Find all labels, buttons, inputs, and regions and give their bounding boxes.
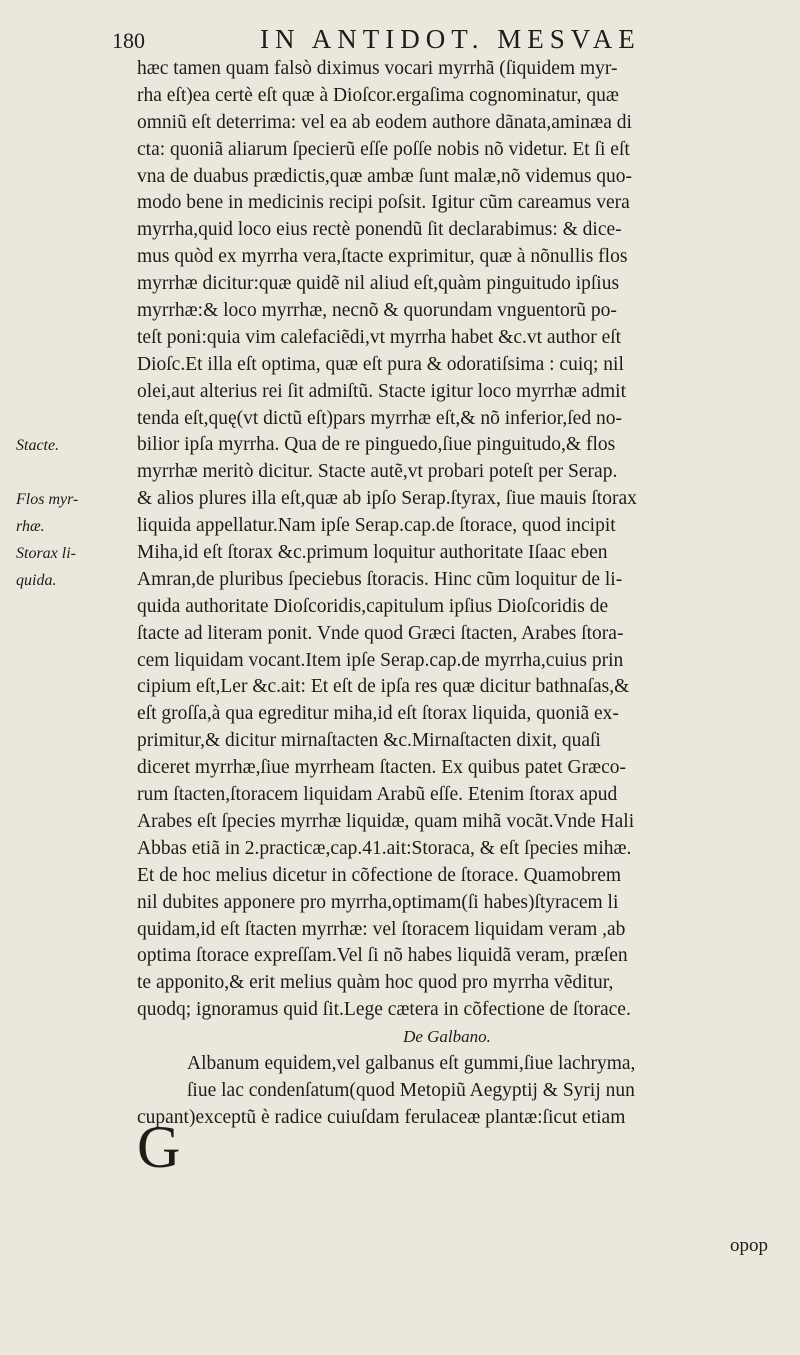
text-line: quodq; ignoramus quid ſit.Lege cætera in cõfectione de ſtorace.	[137, 999, 631, 1021]
text-line: omniũ eſt deterrima: vel ea ab eodem authore dãnata,aminæa di	[137, 111, 632, 133]
text-line: tenda eſt,quę(vt dictũ eſt)pars myrrhæ eſt,& nõ inferior,ſed no-	[137, 407, 622, 429]
drop-capital: G	[137, 1114, 181, 1180]
margin-note-flos-myrrhae-2: rhæ.	[16, 518, 45, 535]
margin-note-storax-liquida-1: Storax li-	[16, 545, 76, 562]
text-line: Albanum equidem,vel galbanus eſt gummi,ſiue lachryma,	[187, 1052, 636, 1074]
text-line: cipium eſt,Ler &c.ait: Et eſt de ipſa res quæ dicitur bathnaſas,&	[137, 676, 630, 698]
text-line: rha eſt)ea certè eſt quæ à Dioſcor.ergaſima cognominatur, quæ	[137, 84, 619, 106]
text-line: mus quòd ex myrrha vera,ſtacte exprimitur, quæ à nõnullis flos	[137, 246, 628, 268]
text-line: optima ſtorace expreſſam.Vel ſi nõ habes liquidã veram, præſen	[137, 945, 628, 967]
text-line: Et de hoc melius dicetur in cõfectione de ſtorace. Quamobrem	[137, 864, 622, 886]
text-line: ſiue lac condenſatum(quod Metopiũ Aegyptij & Syrij nun	[187, 1079, 635, 1101]
running-title: IN ANTIDOT. MESVAE	[260, 24, 641, 54]
text-line: quidam,id eſt ſtacten myrrhæ: vel ſtoracem liquidam veram ,ab	[137, 918, 626, 940]
section-heading: De Galbano.	[403, 1027, 491, 1047]
catchword: opop	[730, 1235, 768, 1256]
text-line: olei,aut alterius rei ſit admiſtũ. Stacte igitur loco myrrhæ admit	[137, 380, 627, 402]
text-line: hæc tamen quam falsò diximus vocari myrrhã (ſiquidem myr-	[137, 58, 618, 79]
text-line: nil dubites apponere pro myrrha,optimam(ſi habes)ſtyracem li	[137, 891, 619, 913]
text-line: myrrhæ:& loco myrrhæ, necnõ & quorundam vnguentorũ po-	[137, 300, 617, 322]
text-line: quida authoritate Dioſcoridis,capitulum ipſius Dioſcoridis de	[137, 595, 609, 617]
text-line: Arabes eſt ſpecies myrrhæ liquidæ, quam mihã vocãt.Vnde Hali	[137, 810, 635, 832]
text-line: cem liquidam vocant.Item ipſe Serap.cap.de myrrha,cuius prin	[137, 649, 624, 671]
margin-note-flos-myrrhae-1: Flos myr-	[16, 491, 79, 508]
page-header	[112, 18, 672, 58]
page-number: 180	[112, 28, 145, 53]
text-line: liquida appellatur.Nam ipſe Serap.cap.de ſtorace, quod incipit	[137, 515, 616, 537]
text-line: vna de duabus prædictis,quæ ambæ ſunt malæ,nõ videmus quo-	[137, 165, 633, 187]
margin-note-storax-liquida-2: quida.	[16, 572, 57, 589]
text-line: ſtacte ad literam ponit. Vnde quod Græci ſtacten, Arabes ſtora-	[137, 622, 624, 644]
text-line: te apponito,& erit melius quàm hoc quod pro myrrha vẽditur,	[137, 972, 614, 994]
text-line: diceret myrrhæ,ſiue myrrheam ſtacten. Ex quibus patet Græco-	[137, 757, 626, 779]
text-line: bilior ipſa myrrha. Qua de re pinguedo,ſiue pinguitudo,& flos	[137, 434, 616, 456]
text-line: rum ſtacten,ſtoracem liquidam Arabũ eſſe. Etenim ſtorax apud	[137, 784, 618, 806]
margin-note-stacte: Stacte.	[16, 437, 60, 454]
text-line: teſt poni:quia vim calefaciẽdi,vt myrrha habet &c.vt author eſt	[137, 326, 622, 348]
text-line: Abbas etiã in 2.practicæ,cap.41.ait:Storaca, & eſt ſpecies mihæ.	[137, 837, 632, 859]
text-line: primitur,& dicitur mirnaſtacten &c.Mirnaſtacten dixit, quaſi	[137, 730, 601, 752]
text-line: eſt groſſa,à qua egreditur miha,id eſt ſtorax liquida, quoniã ex-	[137, 703, 619, 725]
text-line: myrrha,quid loco eius rectè ponendũ ſit declarabimus: & dice-	[137, 219, 622, 241]
main-text	[137, 56, 757, 1132]
text-line: myrrhæ meritò dicitur. Stacte autẽ,vt probari poteſt per Serap.	[137, 461, 618, 483]
text-line: cta: quoniã aliarum ſpecierũ eſſe poſſe nobis nõ videtur. Et ſi eſt	[137, 138, 630, 160]
text-line: Dioſc.Et illa eſt optima, quæ eſt pura & odoratiſsima : cuiq; nil	[137, 353, 624, 375]
text-line: Amran,de pluribus ſpeciebus ſtoracis. Hinc cũm loquitur de li-	[137, 568, 623, 590]
text-line: myrrhæ dicitur:quæ quidẽ nil aliud eſt,quàm pinguitudo ipſius	[137, 273, 620, 295]
text-line: modo bene in medicinis recipi poſsit. Igitur cũm careamus vera	[137, 192, 630, 214]
text-line: cupant)exceptũ è radice cuiuſdam ferulaceæ plantæ:ſicut etiam	[137, 1106, 626, 1128]
text-line: & alios plures illa eſt,quæ ab ipſo Serap.ſtyrax, ſiue mauis ſtorax	[137, 488, 637, 510]
text-line: Miha,id eſt ſtorax &c.primum loquitur authoritate Iſaac eben	[137, 542, 608, 564]
